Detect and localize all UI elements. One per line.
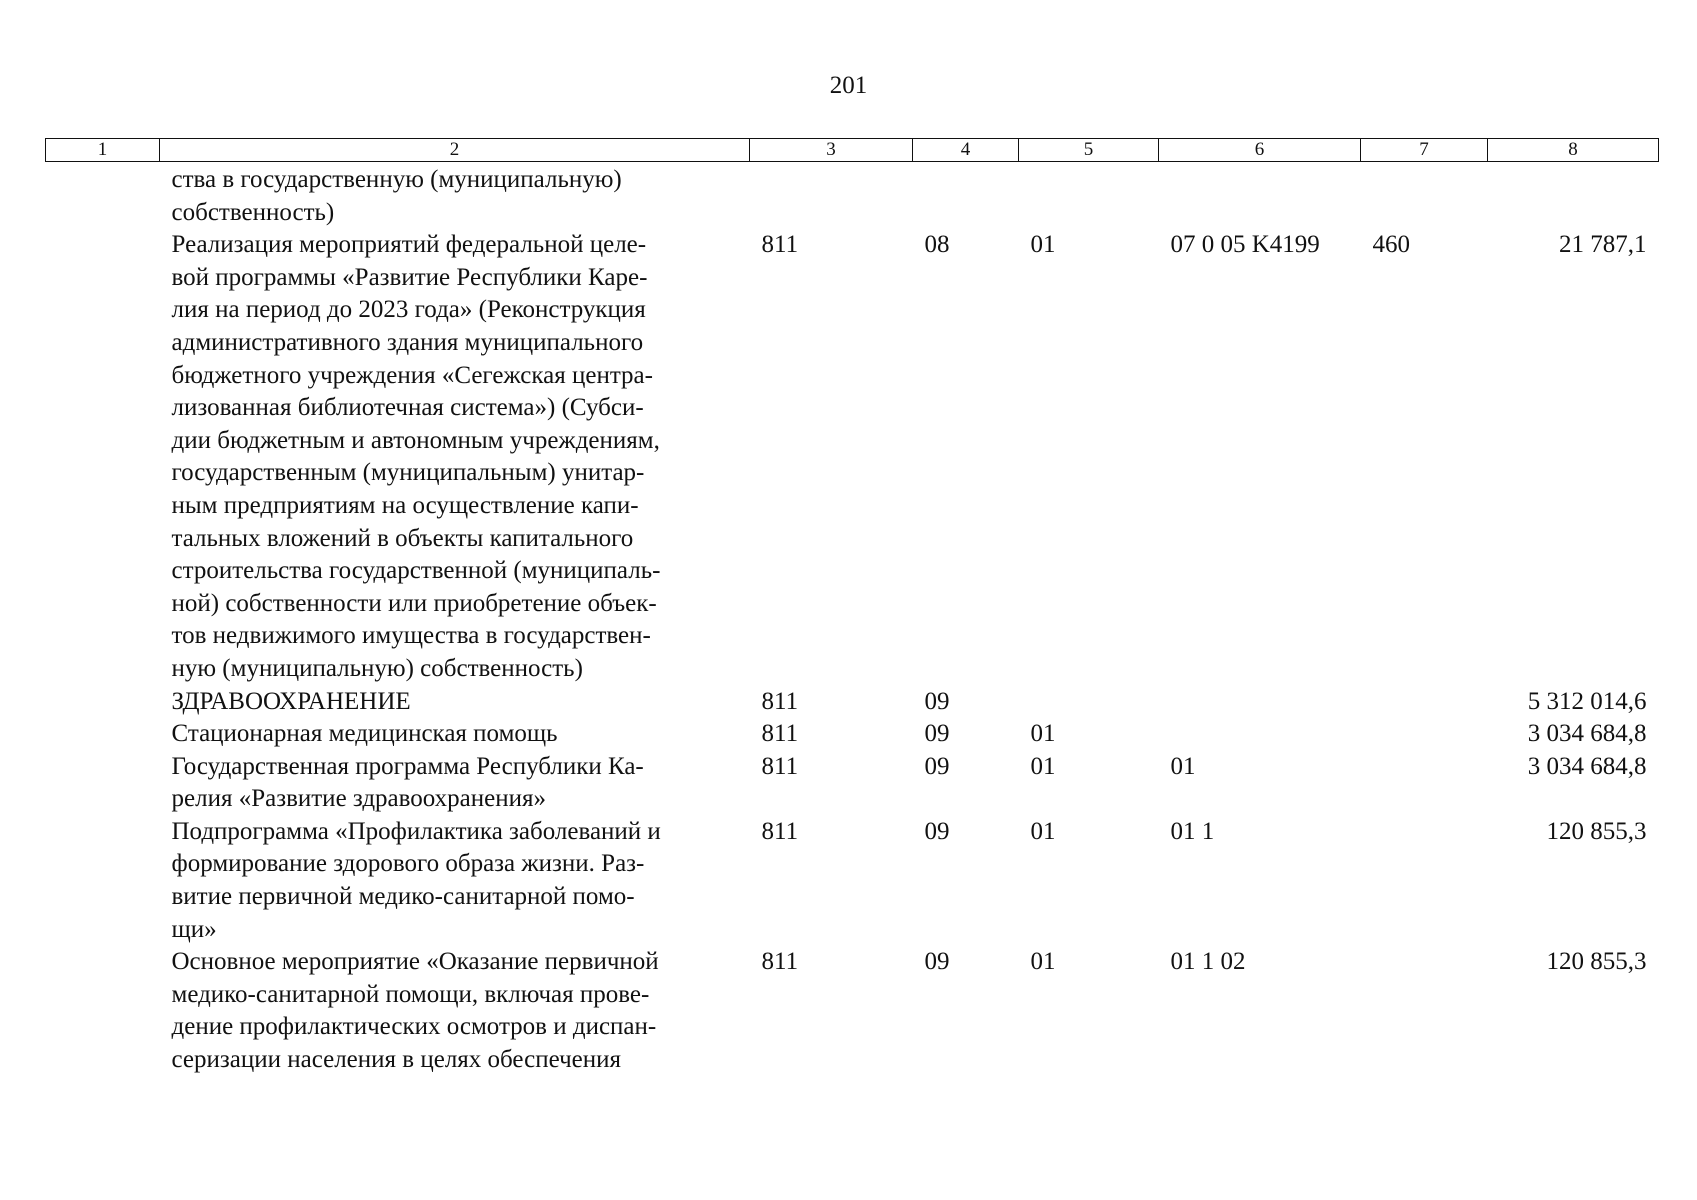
- name-cell: [160, 162, 750, 230]
- name-line: ную (муниципальную) собственность): [171, 654, 583, 682]
- admin-code-cell: 811: [761, 720, 799, 748]
- amount-cell: 5 312 014,6: [1527, 687, 1647, 715]
- name-line: строительства государственной (муниципаль-: [171, 557, 661, 585]
- name-cell: [160, 751, 750, 816]
- name-line: серизации населения в целях обеспечения: [171, 1046, 622, 1074]
- subsection-cell: [1019, 686, 1159, 719]
- name-line: тов недвижимого имущества в государствен-: [171, 622, 651, 650]
- name-line: ной) собственности или приобретение объек-: [171, 589, 657, 617]
- column-header: 5: [1019, 139, 1159, 162]
- name-line: тальных вложений в объекты капитального: [171, 524, 634, 552]
- name-line: релия «Развитие здравоохранения»: [171, 785, 546, 813]
- name-line: государственным (муниципальным) унитар-: [171, 459, 645, 487]
- code-cell: [46, 946, 160, 1076]
- admin-code-cell: 811: [761, 752, 799, 780]
- amount-cell: 3 034 684,8: [1527, 752, 1647, 780]
- name-line: щи»: [171, 915, 217, 943]
- name-line: Основное мероприятие «Оказание первичной: [171, 948, 659, 976]
- expense-type-cell: [1361, 946, 1488, 1076]
- name-cell: [160, 816, 750, 946]
- subsection-cell: 01: [1030, 752, 1056, 780]
- column-header: 8: [1488, 139, 1659, 162]
- name-line: лизованная библиотечная система») (Субси-: [171, 394, 644, 422]
- name-cell: [160, 229, 750, 685]
- target-article-cell: [1159, 162, 1361, 230]
- section-cell: 09: [924, 752, 950, 780]
- admin-code-cell: 811: [761, 231, 799, 259]
- name-line: дение профилактических осмотров и диспан-: [171, 1013, 657, 1041]
- subsection-cell: 01: [1030, 231, 1056, 259]
- target-article-cell: 01: [1170, 752, 1196, 780]
- code-cell: [46, 816, 160, 946]
- name-line: административного здания муниципального: [171, 328, 644, 356]
- table-row: [46, 686, 1659, 719]
- table-row: [46, 946, 1659, 1076]
- amount-cell: 21 787,1: [1559, 231, 1647, 259]
- expense-type-cell: [1361, 686, 1488, 719]
- name-line: дии бюджетным и автономным учреждениям,: [171, 426, 660, 454]
- table-row: [46, 162, 1659, 230]
- name-line: Государственная программа Республики Ка-: [171, 752, 644, 780]
- expense-type-cell: 460: [1372, 231, 1410, 259]
- name-line: Подпрограмма «Профилактика заболеваний и: [171, 817, 661, 845]
- table-row: [46, 816, 1659, 946]
- admin-code-cell: [750, 162, 913, 230]
- name-line: Стационарная медицинская помощь: [171, 720, 558, 748]
- name-cell: [160, 686, 750, 719]
- column-header: 4: [913, 139, 1019, 162]
- expense-type-cell: [1361, 718, 1488, 751]
- page-number: 201: [829, 72, 868, 99]
- name-line: лия на период до 2023 года» (Реконструкция: [171, 296, 646, 324]
- name-line: медико-санитарной помощи, включая прове-: [171, 980, 650, 1008]
- subsection-cell: 01: [1030, 948, 1056, 976]
- column-header: 1: [46, 139, 160, 162]
- target-article-cell: 01 1: [1170, 817, 1215, 845]
- amount-cell: 120 855,3: [1546, 817, 1647, 845]
- admin-code-cell: 811: [761, 948, 799, 976]
- admin-code-cell: 811: [761, 817, 799, 845]
- name-cell: [160, 946, 750, 1076]
- subsection-cell: 01: [1030, 720, 1056, 748]
- table-row: [46, 718, 1659, 751]
- target-article-cell: [1159, 686, 1361, 719]
- name-line: собственность): [171, 198, 335, 226]
- expense-type-cell: [1361, 751, 1488, 816]
- table-row: [46, 751, 1659, 816]
- section-cell: 08: [924, 231, 950, 259]
- expense-type-cell: [1361, 816, 1488, 946]
- amount-cell: 120 855,3: [1546, 948, 1647, 976]
- amount-cell: 3 034 684,8: [1527, 720, 1647, 748]
- code-cell: [46, 162, 160, 230]
- section-cell: 09: [924, 817, 950, 845]
- code-cell: [46, 751, 160, 816]
- admin-code-cell: 811: [761, 687, 799, 715]
- expense-type-cell: [1361, 162, 1488, 230]
- subsection-cell: [1019, 162, 1159, 230]
- section-cell: [913, 162, 1019, 230]
- name-line: витие первичной медико-санитарной помо-: [171, 883, 635, 911]
- name-line: ства в государственную (муниципальную): [171, 166, 622, 193]
- target-article-cell: 07 0 05 K4199: [1170, 231, 1320, 259]
- subsection-cell: 01: [1030, 817, 1056, 845]
- name-line: формирование здорового образа жизни. Раз-: [171, 850, 645, 878]
- target-article-cell: [1159, 718, 1361, 751]
- column-header: 6: [1159, 139, 1361, 162]
- name-line: ным предприятиям на осуществление капи-: [171, 491, 639, 519]
- name-line: ЗДРАВООХРАНЕНИЕ: [171, 687, 411, 715]
- code-cell: [46, 718, 160, 751]
- column-header: 2: [160, 139, 750, 162]
- name-line: бюджетного учреждения «Сегежская центра-: [171, 361, 653, 389]
- code-cell: [46, 229, 160, 685]
- section-cell: 09: [924, 948, 950, 976]
- code-cell: [46, 686, 160, 719]
- amount-cell: [1488, 162, 1659, 230]
- table-body: [46, 162, 1659, 1077]
- column-header: 3: [750, 139, 913, 162]
- name-line: Реализация мероприятий федеральной целе-: [171, 231, 647, 259]
- name-line: вой программы «Развитие Республики Каре-: [171, 263, 648, 291]
- table-row: [46, 229, 1659, 685]
- section-cell: 09: [924, 687, 950, 715]
- name-cell: [160, 718, 750, 751]
- budget-table: [45, 138, 1659, 1077]
- target-article-cell: 01 1 02: [1170, 948, 1246, 976]
- column-header: 7: [1361, 139, 1488, 162]
- column-number-row: [46, 139, 1659, 162]
- section-cell: 09: [924, 720, 950, 748]
